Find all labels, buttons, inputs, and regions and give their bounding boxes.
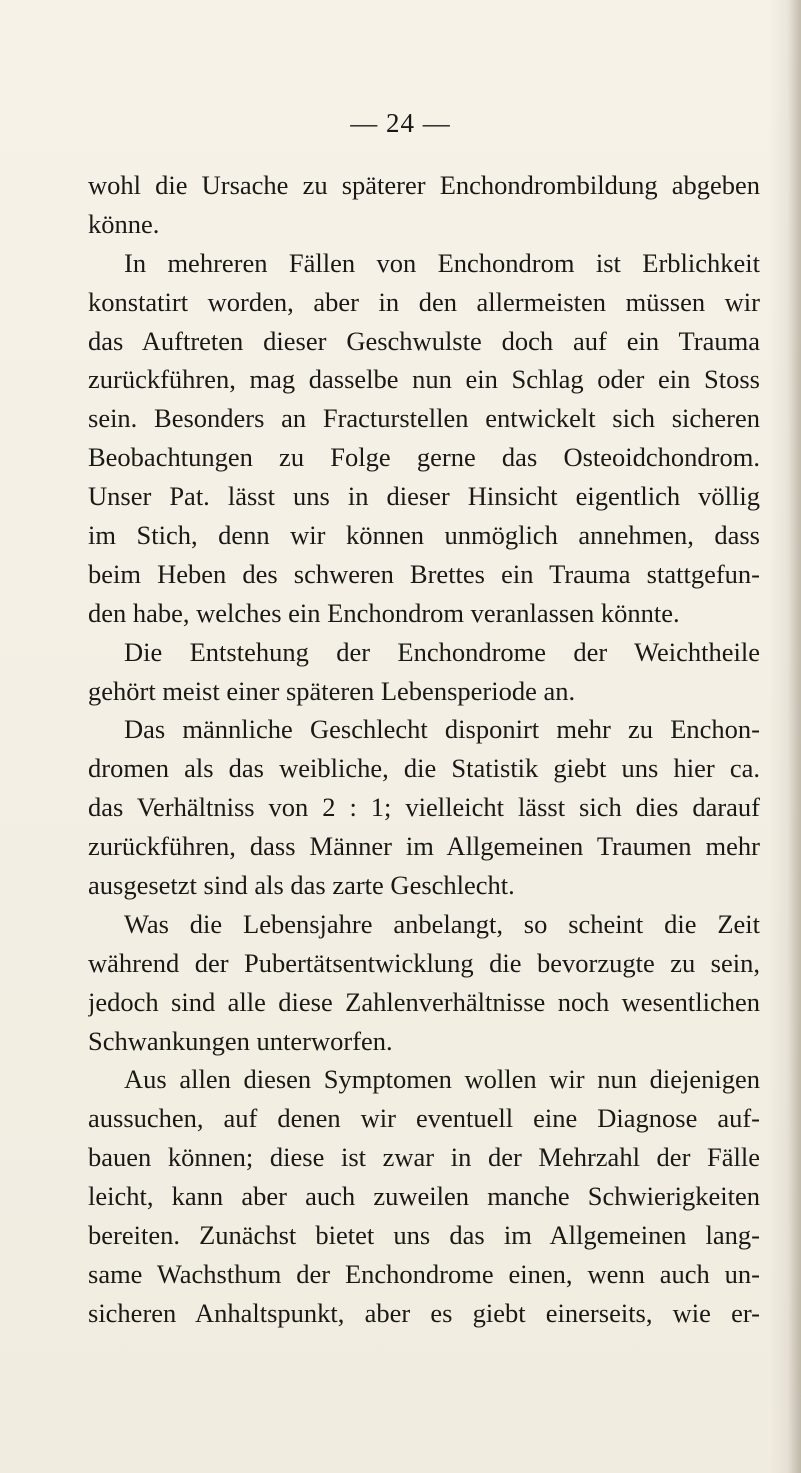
text-line: Schwankungen unterworfen. xyxy=(88,1025,393,1056)
text-line: dromen als das weibliche, die Statistik giebt uns hier ca. xyxy=(88,753,760,784)
text-line: wohl die Ursache zu späterer Enchondrombildung abgeben xyxy=(88,170,760,200)
text-line: bereiten. Zunächst bietet uns das im Allgemeinen lang- xyxy=(88,1220,760,1251)
text-line: leicht, kann aber auch zuweilen manche Schwierigkeiten xyxy=(88,1181,760,1212)
text-line: In mehreren Fällen von Enchondrom ist Erblichkeit xyxy=(124,247,760,278)
text-line: sein. Besonders an Fracturstellen entwickelt sich sicheren xyxy=(88,403,760,434)
text-line: während der Pubertätsentwicklung die bevorzugte zu sein, xyxy=(88,947,760,978)
text-line: same Wachsthum der Enchondrome einen, wenn auch un- xyxy=(88,1258,760,1289)
text-line: im Stich, denn wir können unmöglich annehmen, dass xyxy=(88,520,760,551)
text-line: könne. xyxy=(88,208,160,239)
text-line: den habe, welches ein Enchondrom veranlassen könnte. xyxy=(88,597,680,628)
text-line: Beobachtungen zu Folge gerne das Osteoidchondrom. xyxy=(88,442,760,473)
page-edge-shadow xyxy=(787,0,801,1473)
text-line: aussuchen, auf denen wir eventuell eine Diagnose auf- xyxy=(88,1103,760,1134)
text-line: jedoch sind alle diese Zahlenverhältnisse noch wesentlichen xyxy=(88,986,760,1017)
text-line: bauen können; diese ist zwar in der Mehrzahl der Fälle xyxy=(88,1142,760,1173)
text-line: das Verhältniss von 2 : 1; vielleicht lässt sich dies darauf xyxy=(88,792,760,823)
text-line: gehört meist einer späteren Lebensperiode an. xyxy=(88,675,576,706)
text-line: Das männliche Geschlecht disponirt mehr zu Enchon- xyxy=(124,714,760,745)
text-line: das Auftreten dieser Geschwulste doch auf ein Trauma xyxy=(88,325,760,356)
body-text xyxy=(88,166,760,1333)
text-line: Aus allen diesen Symptomen wollen wir nun diejenigen xyxy=(124,1064,760,1095)
page-number: — 24 — xyxy=(350,108,451,138)
text-line: beim Heben des schweren Brettes ein Trauma stattgefun- xyxy=(88,558,760,589)
text-line: zurückführen, mag dasselbe nun ein Schlag oder ein Stoss xyxy=(88,364,760,395)
text-line: konstatirt worden, aber in den allermeisten müssen wir xyxy=(88,286,760,317)
text-line: ausgesetzt sind als das zarte Geschlecht. xyxy=(88,870,515,901)
text-line: Unser Pat. lässt uns in dieser Hinsicht eigentlich völlig xyxy=(88,481,760,512)
text-line: Die Entstehung der Enchondrome der Weichtheile xyxy=(124,636,760,667)
text-line: Was die Lebensjahre anbelangt, so scheint die Zeit xyxy=(124,908,760,939)
text-line: sicheren Anhaltspunkt, aber es giebt einerseits, wie er- xyxy=(88,1297,760,1328)
text-line: zurückführen, dass Männer im Allgemeinen Traumen mehr xyxy=(88,831,760,862)
